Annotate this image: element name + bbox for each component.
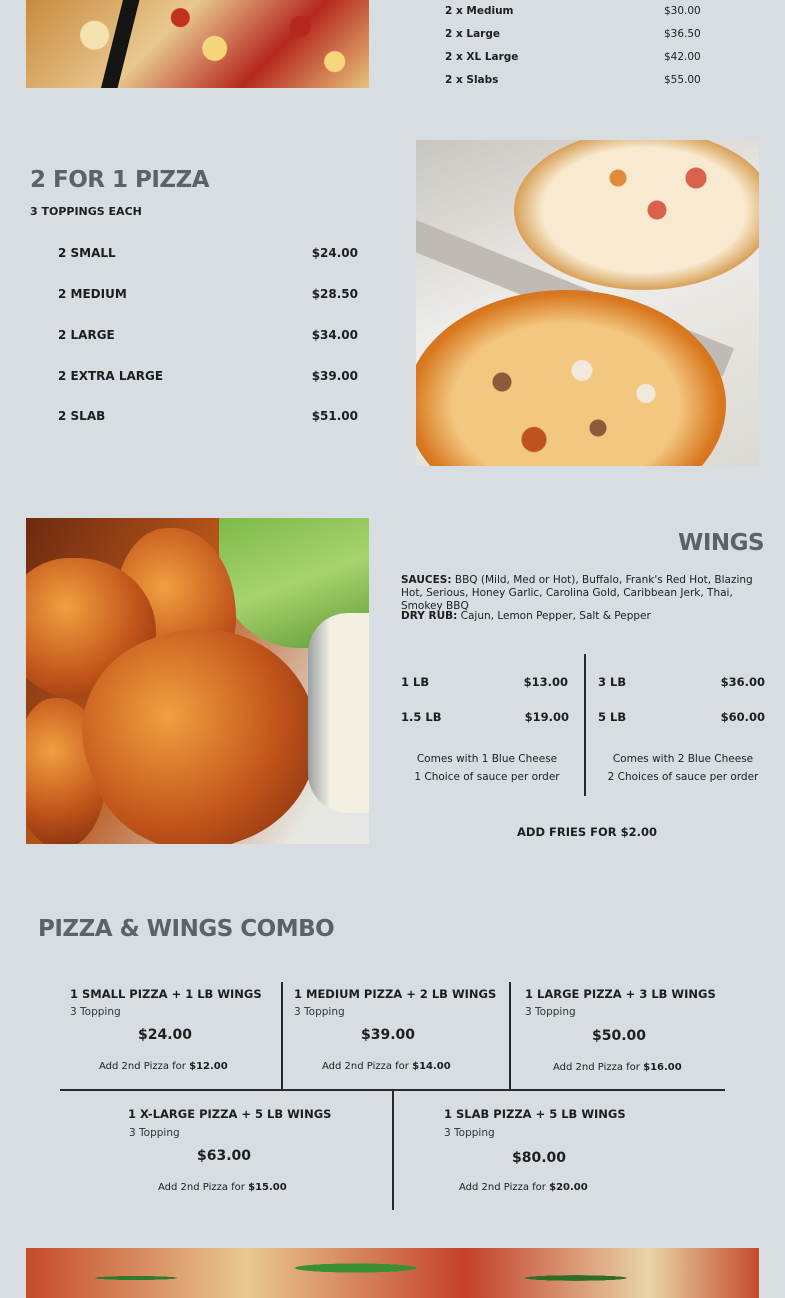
combo-add-prefix: Add 2nd Pizza for <box>459 1182 546 1193</box>
two-for-one-item: 2 LARGE <box>58 328 115 342</box>
two-for-one-price: $28.50 <box>311 287 358 301</box>
top-list-price: $30.00 <box>664 5 701 17</box>
wings-note-left-1: Comes with 1 Blue Cheese <box>416 753 558 765</box>
wings-price: $13.00 <box>523 675 568 689</box>
wings-note-right-2: 2 Choices of sauce per order <box>607 771 759 783</box>
sauces-label: SAUCES: <box>401 574 452 586</box>
wings-size: 1 LB <box>401 675 430 689</box>
combo-add-price: $16.00 <box>643 1062 682 1073</box>
pizza-photo-bottom <box>26 1248 759 1298</box>
wings-title: WINGS <box>678 530 765 556</box>
combo-item-title: 1 X-LARGE PIZZA + 5 LB WINGS <box>128 1107 332 1121</box>
combo-item-title: 1 MEDIUM PIZZA + 2 LB WINGS <box>294 987 497 1001</box>
top-list-price: $55.00 <box>664 74 701 86</box>
combo-item-price: $50.00 <box>592 1028 647 1044</box>
pizza-cutter <box>99 0 141 88</box>
combo-divider <box>392 1090 394 1210</box>
wings-price: $36.00 <box>720 675 765 689</box>
combo-item-topping: 3 Topping <box>70 1006 121 1018</box>
two-for-one-price: $39.00 <box>311 369 358 383</box>
top-list-item: 2 x Large <box>445 28 500 40</box>
combo-item-topping: 3 Topping <box>129 1127 180 1139</box>
wings-size: 3 LB <box>598 675 627 689</box>
combo-title: PIZZA & WINGS COMBO <box>38 916 335 942</box>
top-list-item: 2 x Slabs <box>445 74 499 86</box>
dry-rub-label: DRY RUB: <box>401 610 458 622</box>
two-for-one-item: 2 SLAB <box>58 409 106 423</box>
combo-item-price: $39.00 <box>361 1027 416 1043</box>
combo-add-prefix: Add 2nd Pizza for <box>322 1061 409 1072</box>
two-pizzas-photo <box>416 140 759 466</box>
wings-note-left-2: 1 Choice of sauce per order <box>414 771 560 783</box>
wings-sauces <box>401 574 776 613</box>
two-for-one-price: $34.00 <box>311 328 358 342</box>
wings-size: 5 LB <box>598 710 627 724</box>
combo-item-add <box>99 1061 228 1072</box>
combo-item-topping: 3 Topping <box>444 1127 495 1139</box>
wings-photo <box>26 518 369 844</box>
two-for-one-item: 2 EXTRA LARGE <box>58 369 164 383</box>
two-for-one-title: 2 FOR 1 PIZZA <box>30 167 210 193</box>
pizza-image <box>514 140 759 290</box>
combo-add-price: $14.00 <box>412 1061 451 1072</box>
combo-item-add <box>322 1061 451 1072</box>
top-list-item: 2 x Medium <box>445 5 514 17</box>
wings-divider <box>584 654 586 796</box>
two-for-one-subtitle: 3 TOPPINGS EACH <box>30 205 142 218</box>
combo-item-title: 1 SMALL PIZZA + 1 LB WINGS <box>70 987 262 1001</box>
combo-item-price: $24.00 <box>138 1027 193 1043</box>
add-fries: ADD FRIES FOR $2.00 <box>517 825 657 839</box>
combo-item-price: $63.00 <box>197 1148 252 1164</box>
combo-add-prefix: Add 2nd Pizza for <box>158 1182 245 1193</box>
combo-item-add <box>158 1182 287 1193</box>
combo-item-add <box>553 1062 682 1073</box>
combo-item-add <box>459 1182 588 1193</box>
sauces-text: BBQ (Mild, Med or Hot), Buffalo, Frank's Red Hot, Blazing Hot, Serious, Honey Garlic, Carolina Gold, Caribbean Jerk, Thai, Smokey BBQ <box>401 574 753 612</box>
wings-price: $60.00 <box>720 710 765 724</box>
two-for-one-item: 2 SMALL <box>58 246 116 260</box>
combo-item-title: 1 SLAB PIZZA + 5 LB WINGS <box>444 1107 626 1121</box>
pizza-photo-top <box>26 0 369 88</box>
top-list-item: 2 x XL Large <box>445 51 519 63</box>
dry-rub-text: Cajun, Lemon Pepper, Salt & Pepper <box>460 610 651 622</box>
combo-add-prefix: Add 2nd Pizza for <box>99 1061 186 1072</box>
two-for-one-item: 2 MEDIUM <box>58 287 127 301</box>
combo-add-price: $15.00 <box>248 1182 287 1193</box>
combo-divider <box>509 982 511 1090</box>
two-for-one-price: $24.00 <box>311 246 358 260</box>
top-list-price: $42.00 <box>664 51 701 63</box>
combo-item-price: $80.00 <box>512 1150 567 1166</box>
blue-cheese-cup <box>308 613 369 813</box>
wings-size: 1.5 LB <box>401 710 442 724</box>
combo-add-price: $20.00 <box>549 1182 588 1193</box>
top-list-price: $36.50 <box>664 28 701 40</box>
combo-item-title: 1 LARGE PIZZA + 3 LB WINGS <box>525 987 716 1001</box>
combo-divider <box>281 982 283 1090</box>
combo-item-topping: 3 Topping <box>294 1006 345 1018</box>
combo-add-prefix: Add 2nd Pizza for <box>553 1062 640 1073</box>
combo-item-topping: 3 Topping <box>525 1006 576 1018</box>
wings-dry-rub <box>401 610 776 623</box>
pizza-image <box>416 290 726 466</box>
combo-add-price: $12.00 <box>189 1061 228 1072</box>
wings-price: $19.00 <box>524 710 569 724</box>
wings-note-right-1: Comes with 2 Blue Cheese <box>612 753 754 765</box>
two-for-one-price: $51.00 <box>311 409 358 423</box>
